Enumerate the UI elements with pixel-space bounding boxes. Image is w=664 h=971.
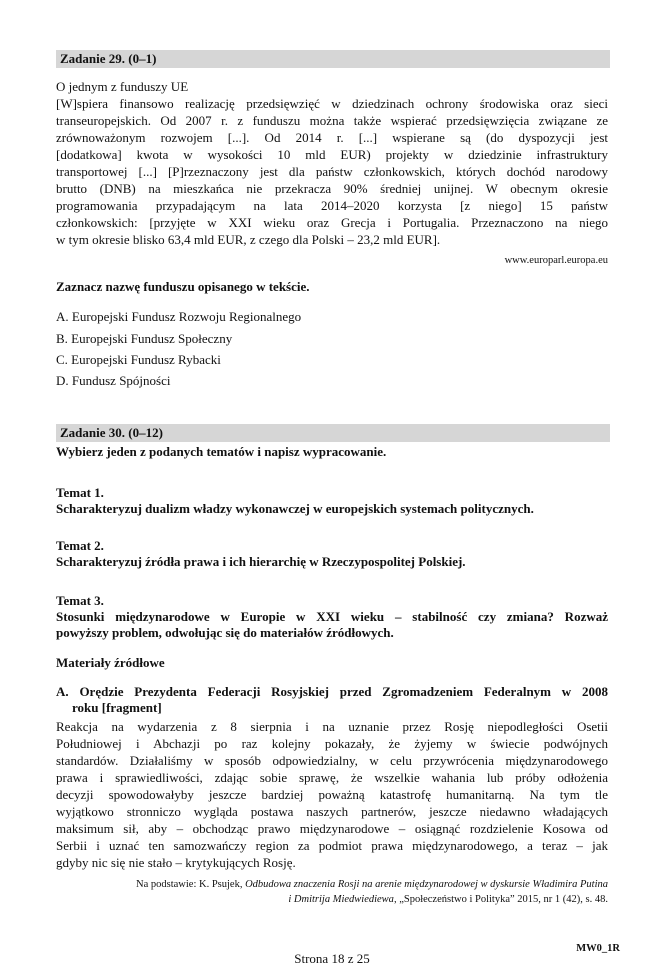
task-29-source: www.europarl.europa.eu <box>504 255 608 266</box>
passage-line: transportowej [...] [P]rzeznaczony jest dla państw członkowskich, których dochód narodowy <box>56 164 608 179</box>
task-30-instruction: Wybierz jeden z podanych tematów i napisz wypracowanie. <box>56 444 387 459</box>
task-29-instruction: Zaznacz nazwę funduszu opisanego w tekście. <box>56 279 310 294</box>
passage-line: zrównoważonym rozwojem [...]. Od 2014 r. [...] wspierane są (do dyspozycji jest <box>56 130 608 145</box>
passage-line: transeuropejskich. Od 2007 r. z funduszu można także wspierać przedsięwzięcia związane ze <box>56 113 608 128</box>
source-a-line: wyjątkowo stronniczo wygląda postawa naszych partnerów, jeszcze niedawno władających <box>56 804 608 819</box>
citation-title-cont: i Dmitrija Miedwiediewa <box>288 894 394 905</box>
option-a[interactable]: A. Europejski Fundusz Rozwoju Regionalnego <box>56 309 302 324</box>
task-29-intro: O jednym z funduszy UE <box>56 79 189 94</box>
materials-title: Materiały źródłowe <box>56 655 165 670</box>
passage-line: [W]spiera finansowo realizację przedsięwzięć w dziedzinach ochrony środowiska oraz sieci <box>56 96 608 111</box>
passage-line: [dodatkowa] kwota w wysokości 10 mld EUR) projekty w dziedzinie infrastruktury <box>56 147 608 162</box>
task-29-header: Zadanie 29. (0–1) <box>60 51 157 66</box>
option-c[interactable]: C. Europejski Fundusz Rybacki <box>56 352 221 367</box>
source-a-line: Południowej i Abchazji po raz kolejny pokazały, że żyjemy w świecie podwójnych <box>56 736 608 751</box>
passage-line: programowania przypadającym na lata 2014–2020 korzysta [z niego] 15 państw <box>56 198 608 213</box>
passage-line: brutto (DNB) na mieszkańca nie przekracza 90% średniej unijnej. W obecnym okresie <box>56 181 608 196</box>
topic-3-line: powyższy problem, odwołując się do materiałów źródłowych. <box>56 625 394 640</box>
page-number: Strona 18 z 25 <box>294 951 370 966</box>
source-a-line: Reakcja na wydarzenia z 8 sierpnia i na uznanie przez Rosję niepodległości Osetii <box>56 719 608 734</box>
source-a-line: gdyby nic się nie stało – krytykujących Rosję. <box>56 855 296 870</box>
source-a-title-line: A. Orędzie Prezydenta Federacji Rosyjskiej przed Zgromadzeniem Federalnym w 2008 <box>56 684 608 699</box>
passage-line: członkowskich: [przyjęte w XXI wieku oraz Grecja i Portugalia. Przeznaczono na niego <box>56 215 608 230</box>
exam-code: MW0_1R <box>576 943 620 954</box>
topic-3-line: Stosunki międzynarodowe w Europie w XXI wieku – stabilność czy zmiana? Rozważ <box>56 609 608 624</box>
topic-1-text: Scharakteryzuj dualizm władzy wykonawczej w europejskich systemach politycznych. <box>56 501 534 516</box>
option-d[interactable]: D. Fundusz Spójności <box>56 373 171 388</box>
topic-1-title: Temat 1. <box>56 485 104 500</box>
source-a-line: standardów. Działaliśmy w sposób odpowiedzialny, w celu przywrócenia międzynarodowego <box>56 753 608 768</box>
option-b[interactable]: B. Europejski Fundusz Społeczny <box>56 331 233 346</box>
source-a-title-line: roku [fragment] <box>72 700 162 715</box>
citation-suffix: , „Społeczeństwo i Polityka” 2015, nr 1 (42), s. 48. <box>393 894 608 905</box>
task-29-header-bar <box>56 50 610 68</box>
citation-title: Odbudowa znaczenia Rosji na arenie międzynarodowej w dyskursie Władimira Putina <box>245 879 608 890</box>
task-30-header: Zadanie 30. (0–12) <box>60 425 163 440</box>
citation-prefix: Na podstawie: K. Psujek, <box>136 879 246 890</box>
task-30-header-bar <box>56 424 610 442</box>
source-a-line: prawa i sprawiedliwości, zdając sobie sprawę, że wszelkie wahania lub próby odłożenia <box>56 770 608 785</box>
source-a-line: decyzji spowodowałyby jeszcze bardziej poważną katastrofę humanitarną. Na tym tle <box>56 787 608 802</box>
citation <box>56 877 608 907</box>
topic-2-text: Scharakteryzuj źródła prawa i ich hierarchię w Rzeczypospolitej Polskiej. <box>56 554 466 569</box>
source-a-line: Serbii i uznać ten samozwańczy region za podmiot prawa międzynarodowego, a teraz – jak <box>56 838 608 853</box>
topic-3-title: Temat 3. <box>56 593 104 608</box>
topic-2-title: Temat 2. <box>56 538 104 553</box>
passage-line: w tym okresie blisko 63,4 mld EUR, z czego dla Polski – 23,2 mld EUR]. <box>56 232 441 247</box>
source-a-line: maksimum sił, aby – obchodząc prawo międzynarodowe – osiągnąć rozdzielenie Kosowa od <box>56 821 608 836</box>
